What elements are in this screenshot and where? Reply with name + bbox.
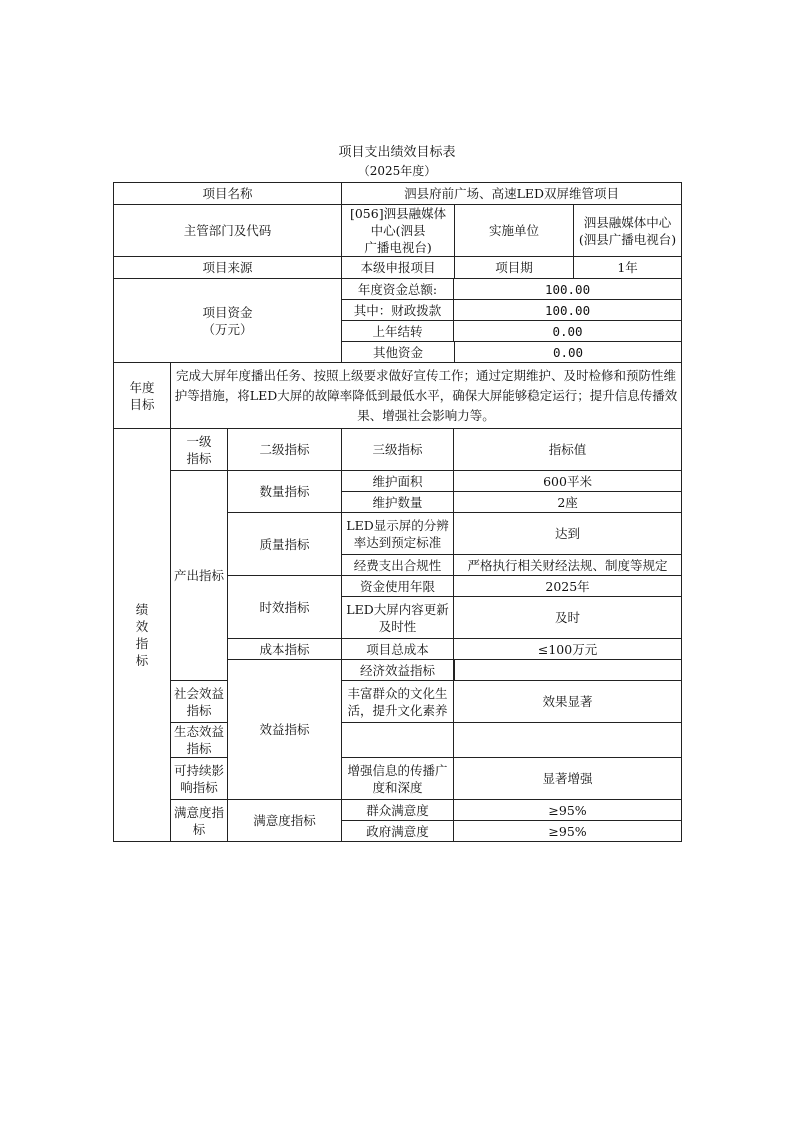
carry-value: 0.00 — [454, 321, 682, 342]
satisfaction-line1: 满意度指 — [173, 804, 224, 820]
public-satisfaction-value: ≥95% — [454, 800, 682, 821]
header-level3: 三级指标 — [342, 429, 454, 471]
sustainable-impact-value: 显著增强 — [454, 758, 682, 800]
perf-char-4: 标 — [135, 653, 149, 668]
public-satisfaction: 群众满意度 — [342, 800, 454, 821]
content-update-line1: LED大屏内容更新 — [346, 601, 449, 617]
expense-compliance-value: 严格执行相关财经法规、制度等规定 — [454, 555, 682, 576]
source-value: 本级申报项目 — [342, 257, 455, 279]
header-level1-line1: 一级 — [186, 433, 212, 449]
funds-label-line1: 项目资金 — [202, 304, 253, 320]
fiscal-label: 其中：财政拨款 — [342, 300, 454, 321]
project-name-value: 泗县府前广场、高速LED双屏维管项目 — [342, 183, 682, 205]
led-resolution-line2: 率达到预定标准 — [353, 534, 442, 550]
fund-use-years: 资金使用年限 — [342, 576, 454, 597]
annual-goal-text: 完成大屏年度播出任务、按照上级要求做好宣传工作；通过定期维护、及时检修和预防性维护等措施，将LED大屏的故障率降低到最低水平，确保大屏能够稳定运行；提升信息传播效果、增强社会影响力等。 — [171, 363, 682, 429]
total-cost: 项目总成本 — [342, 639, 454, 660]
header-value: 指标值 — [454, 429, 682, 471]
content-update-value: 及时 — [454, 597, 682, 639]
period-value: 1年 — [574, 257, 682, 279]
project-name-label: 项目名称 — [114, 183, 342, 205]
table-year: （2025年度） — [357, 164, 437, 178]
social-benefit-level3 — [342, 681, 454, 723]
annual-goal-label-line1: 年度 — [129, 379, 155, 395]
led-resolution-line1: LED显示屏的分辨 — [346, 517, 449, 533]
fund-use-years-value: 2025年 — [454, 576, 682, 597]
annual-total-label: 年度资金总额: — [342, 279, 454, 300]
ecological-benefit-value — [454, 723, 682, 758]
sustainable-impact: 可持续影响指标 — [171, 758, 228, 800]
benefit-indicators: 效益指标 — [228, 660, 342, 800]
maintenance-area: 维护面积 — [342, 471, 454, 492]
total-cost-value: ≤100万元 — [454, 639, 682, 660]
led-resolution-value: 达到 — [454, 513, 682, 555]
dept-value-line2: 广播电视台) — [364, 240, 432, 255]
dept-value-line1: [056]泗县融媒体中心(泗县 — [349, 206, 447, 238]
expense-compliance: 经费支出合规性 — [342, 555, 454, 576]
impl-unit-line2: (泗县广播电视台) — [578, 231, 677, 247]
economic-benefit: 经济效益指标 — [342, 660, 454, 681]
dept-value — [342, 205, 455, 257]
header-level1-line2: 指标 — [186, 450, 212, 466]
maintenance-area-value: 600平米 — [454, 471, 682, 492]
annual-goal-label-line2: 目标 — [129, 396, 155, 412]
timeliness-indicator: 时效指标 — [228, 576, 342, 639]
impl-unit-line1: 泗县融媒体中心 — [583, 214, 672, 230]
perf-char-2: 效 — [135, 619, 149, 634]
source-label: 项目来源 — [114, 257, 342, 279]
output-indicators: 产出指标 — [171, 471, 228, 681]
perf-char-1: 绩 — [135, 602, 149, 617]
period-label: 项目期 — [455, 257, 574, 279]
performance-table — [113, 182, 682, 842]
table-title: 项目支出绩效目标表 — [338, 145, 456, 160]
social-benefit-value: 效果显著 — [454, 681, 682, 723]
performance-indicators-label — [114, 429, 171, 842]
impl-unit-value — [574, 205, 682, 257]
sustainable-impact-level3 — [342, 758, 454, 800]
fiscal-value: 100.00 — [454, 300, 682, 321]
ecological-benefit: 生态效益指标 — [171, 723, 228, 758]
cost-indicator: 成本指标 — [228, 639, 342, 660]
sustainable-impact-line2: 度和深度 — [372, 779, 423, 795]
funds-label — [114, 279, 342, 363]
gov-satisfaction-value: ≥95% — [454, 821, 682, 842]
quantity-indicator: 数量指标 — [228, 471, 342, 513]
annual-total-value: 100.00 — [454, 279, 682, 300]
ecological-benefit-level3 — [342, 723, 454, 758]
economic-benefit-value — [455, 660, 682, 681]
quality-indicator: 质量指标 — [228, 513, 342, 576]
satisfaction-indicators — [171, 800, 228, 842]
maintenance-count: 维护数量 — [342, 492, 454, 513]
social-benefit-line1: 丰富群众的文化生 — [347, 685, 448, 701]
header-level2: 二级指标 — [228, 429, 342, 471]
satisfaction-line2: 标 — [192, 821, 206, 837]
dept-label: 主管部门及代码 — [114, 205, 342, 257]
other-label: 其他资金 — [342, 342, 455, 363]
impl-unit-label: 实施单位 — [455, 205, 574, 257]
annual-goal-label — [114, 363, 171, 429]
carry-label: 上年结转 — [342, 321, 454, 342]
other-value: 0.00 — [455, 342, 682, 363]
satisfaction-level2: 满意度指标 — [228, 800, 342, 842]
funds-label-line2: （万元） — [202, 321, 253, 337]
header-level1 — [171, 429, 228, 471]
sustainable-impact-line1: 增强信息的传播广 — [347, 762, 448, 778]
content-update — [342, 597, 454, 639]
led-resolution — [342, 513, 454, 555]
social-benefit-line2: 活，提升文化素养 — [347, 702, 448, 718]
maintenance-count-value: 2座 — [454, 492, 682, 513]
social-benefit: 社会效益指标 — [171, 681, 228, 723]
gov-satisfaction: 政府满意度 — [342, 821, 454, 842]
content-update-line2: 及时性 — [378, 618, 417, 634]
perf-char-3: 指 — [135, 636, 149, 651]
